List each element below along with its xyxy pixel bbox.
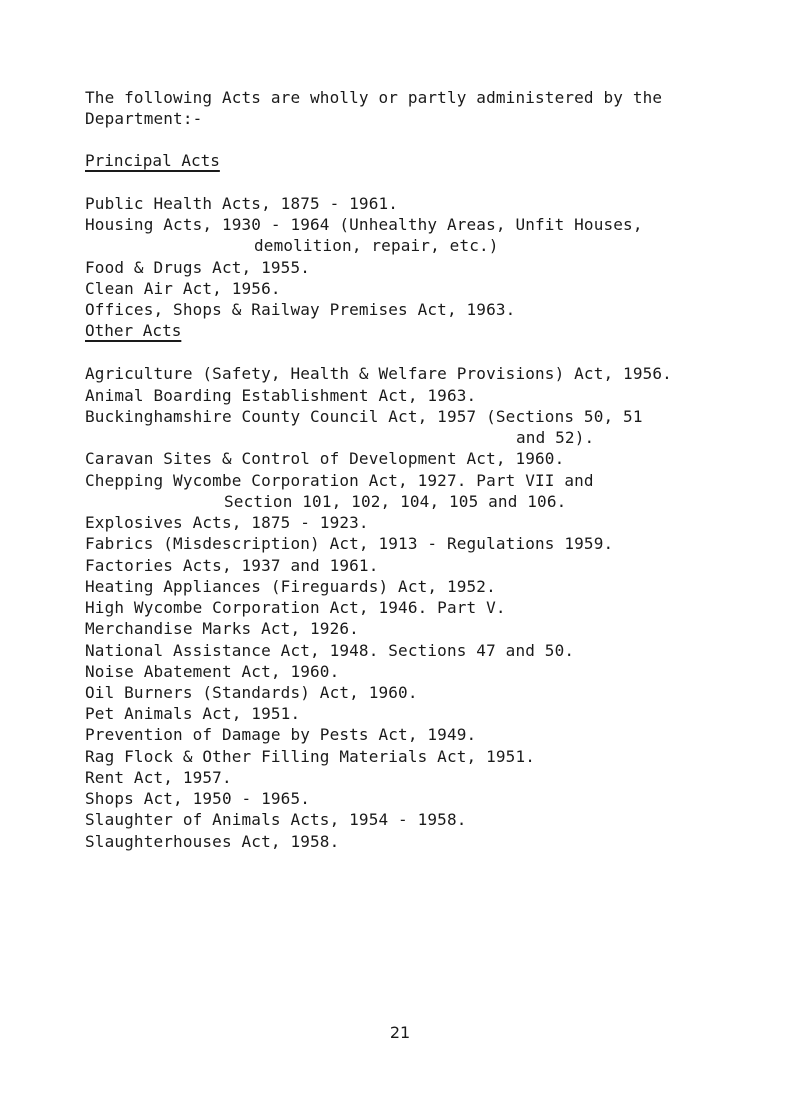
- principal-act-item: Public Health Acts, 1875 - 1961.: [85, 194, 399, 213]
- other-act-item: National Assistance Act, 1948. Sections 47 and 50.: [85, 641, 575, 660]
- other-act-item: Rag Flock & Other Filling Materials Act, 1951.: [85, 747, 536, 766]
- other-act-item: Oil Burners (Standards) Act, 1960.: [85, 683, 418, 702]
- other-act-item: Merchandise Marks Act, 1926.: [85, 619, 359, 638]
- principal-act-item-continuation: demolition, repair, etc.): [254, 236, 499, 255]
- other-act-item: Slaughter of Animals Acts, 1954 - 1958.: [85, 810, 467, 829]
- other-act-item: Heating Appliances (Fireguards) Act, 1952.: [85, 577, 496, 596]
- other-acts-heading: Other Acts: [85, 321, 182, 340]
- principal-act-item: Food & Drugs Act, 1955.: [85, 258, 311, 277]
- other-act-item: Factories Acts, 1937 and 1961.: [85, 556, 379, 575]
- other-act-item: Buckinghamshire County Council Act, 1957 (Sections 50, 51: [85, 407, 643, 426]
- other-act-item-continuation: and 52).: [516, 428, 595, 447]
- other-act-item: Fabrics (Misdescription) Act, 1913 - Regulations 1959.: [85, 534, 614, 553]
- intro-line-2: Department:-: [85, 109, 203, 128]
- other-act-item: Explosives Acts, 1875 - 1923.: [85, 513, 369, 532]
- principal-act-item: Clean Air Act, 1956.: [85, 279, 281, 298]
- other-act-item: Noise Abatement Act, 1960.: [85, 662, 340, 681]
- other-act-item: Caravan Sites & Control of Development Act, 1960.: [85, 449, 565, 468]
- other-act-item: Prevention of Damage by Pests Act, 1949.: [85, 725, 477, 744]
- other-act-item: Agriculture (Safety, Health & Welfare Provisions) Act, 1956.: [85, 364, 672, 383]
- principal-act-item: Housing Acts, 1930 - 1964 (Unhealthy Areas, Unfit Houses,: [85, 215, 643, 234]
- principal-acts-heading: Principal Acts: [85, 151, 220, 170]
- principal-act-item: Offices, Shops & Railway Premises Act, 1963.: [85, 300, 516, 319]
- other-act-item-continuation: Section 101, 102, 104, 105 and 106.: [224, 492, 567, 511]
- intro-line-1: The following Acts are wholly or partly administered by the: [85, 88, 663, 107]
- other-act-item: High Wycombe Corporation Act, 1946. Part V.: [85, 598, 506, 617]
- other-act-item: Chepping Wycombe Corporation Act, 1927. Part VII and: [85, 471, 594, 490]
- other-act-item: Pet Animals Act, 1951.: [85, 704, 301, 723]
- other-act-item: Shops Act, 1950 - 1965.: [85, 789, 311, 808]
- other-act-item: Rent Act, 1957.: [85, 768, 232, 787]
- page-number: 21: [389, 1023, 411, 1042]
- other-act-item: Slaughterhouses Act, 1958.: [85, 832, 340, 851]
- other-act-item: Animal Boarding Establishment Act, 1963.: [85, 386, 477, 405]
